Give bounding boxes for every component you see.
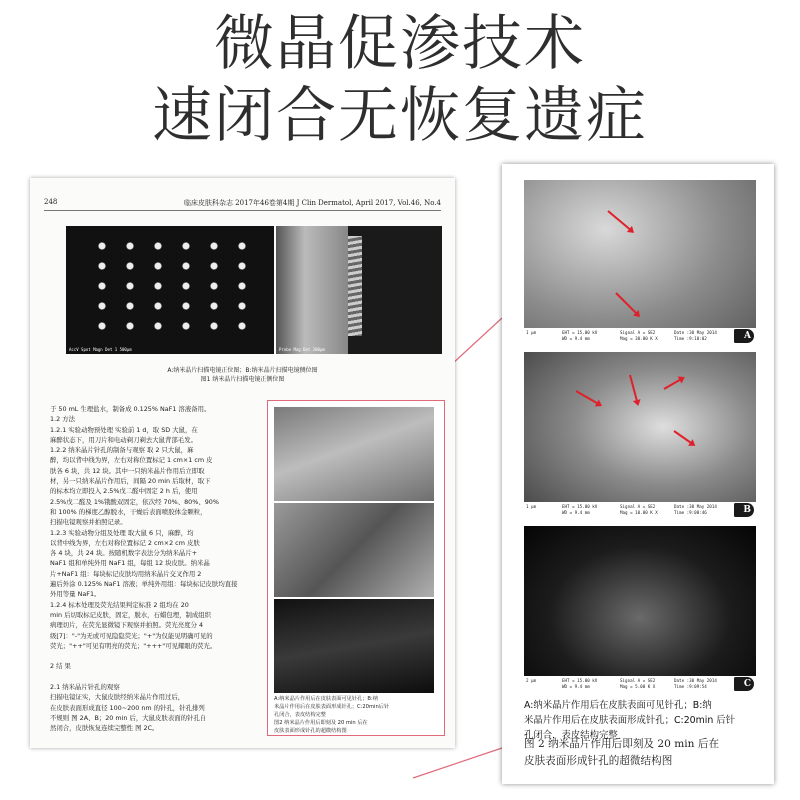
headline-line-2: 速闭合无恢复遗症	[152, 81, 648, 151]
sem-panel-b	[524, 352, 756, 518]
microneedle-array	[88, 236, 258, 336]
body-line: 以背中线为界，左右对称位置标记 2 cm×2 cm 皮肤	[50, 538, 200, 547]
sem-info-bar: 1 µm EHT = 15.00 kV WD = 9.4 mm Signal A = SE2 Mag = 10.00 K X Date :30 May 2014 Time :9:08:46 B	[524, 502, 756, 518]
red-arrow-icon	[615, 292, 638, 315]
body-line: 1.2.1 实验动物预处理 实验前 1 d，取 SD 大鼠，在	[50, 425, 198, 434]
body-line: 醉，均以背中线为界，左右对称位置标记 1 cm×1 cm 皮	[50, 456, 213, 465]
figure-1-caption: A:纳米晶片扫描电镜正位图；B:纳米晶片扫描电镜侧位图 图1 纳米晶片扫描电镜正侧位图	[167, 367, 318, 383]
panel-label-a: A	[734, 329, 754, 343]
mini-sem-c	[274, 599, 434, 693]
body-line: 2.5%戊二醛及 1%锇酸双固定，依次经 70%、80%、90%	[50, 497, 219, 506]
body-line: NaF1 组和单纯外用 NaF1 组，每组 12 块皮肤。纳米晶	[50, 559, 210, 568]
body-line: 然闭合，皮肤恢复连续完整性 图 2C。	[50, 724, 159, 733]
body-line: 级[7]："-"为无或可见隐隐荧光；"+"为仅能见明确可见的	[50, 631, 213, 640]
body-line: 遍后外涂 0.125% NaF1 溶液；单纯外用组：每块标记皮肤均直接	[50, 580, 238, 589]
body-line: 的标本均立即投入 2.5%戊二醛中固定 2 h 后，使用	[50, 487, 198, 496]
body-line: 不规则 图 2A、B；20 min 后，大鼠皮肤表面的针孔自	[50, 713, 207, 722]
sem-image-front	[66, 226, 274, 354]
body-line: 于 50 mL 生理盐水，制备成 0.125% NaF1 溶液备用。	[50, 405, 211, 413]
body-line: 肤各 6 块，共 12 块。其中一只纳米晶片作用后立即取	[50, 466, 205, 475]
body-line	[50, 672, 272, 682]
body-line: 病理切片，在荧光显微镜下观察并拍照。荧光亮度分 4	[50, 621, 204, 630]
journal-title: 临床皮肤科杂志 2017年46卷第4期 J Clin Dermatol, April 2017, Vol.46, No.4	[183, 199, 441, 207]
sem-info-bar: 2 µm EHT = 15.00 kV WD = 9.4 mm Signal A = SE2 Mag = 5.00 K X Date :30 May 2014 Time :9:09:54 C	[524, 676, 756, 692]
panel-label-b: B	[734, 503, 754, 517]
article-body	[50, 404, 272, 734]
body-line: 1.2.2 纳米晶片针孔的制备与观察 取 2 只大鼠，麻	[50, 446, 194, 455]
enlarged-figure-card	[502, 164, 774, 784]
mini-sem-a	[274, 407, 434, 501]
body-line: 1.2 方法	[50, 415, 75, 424]
body-line: 在皮肤表面形成直径 100~200 nm 的针孔，针孔排列	[50, 703, 205, 712]
card-caption: A:纳米晶片作用后在皮肤表面可见针孔；B:纳 米晶片作用后在皮肤表面形成针孔；C:20min 后针 孔闭合，表皮结构完整	[524, 700, 736, 741]
card-figure-title: 图 2 纳米晶片作用后即刻及 20 min 后在 皮肤表面形成针孔的超微结构图	[524, 738, 720, 767]
sem-info-bar: 1 µm EHT = 15.00 kV WD = 9.4 mm Signal A = SE2 Mag = 30.00 K X Date :30 May 2014 Time :9:10:02 A	[524, 328, 756, 344]
body-line: 荧光；"++"可见有明亮的荧光；"+++"可见耀眼的荧光。	[50, 641, 217, 650]
panel-label-c: C	[734, 677, 754, 691]
body-line: 1.2.3 实验动物分组及处理 取大鼠 6 只，麻醉，均	[50, 528, 194, 537]
red-arrow-icon	[664, 378, 682, 390]
body-line: 各 4 块，共 24 块。按随机数字表法分为纳米晶片+	[50, 549, 198, 558]
body-line: 和 100% 的梯度乙醇脱水，干燥后表面喷胶体金颗粒，	[50, 507, 207, 516]
body-line: min 后切取标记皮肤，固定，脱水，石蜡包埋，制成组织	[50, 610, 212, 619]
red-arrow-icon	[607, 210, 631, 231]
journal-page	[30, 178, 455, 748]
sem-image-side	[276, 226, 442, 354]
body-line: 麻醉状态下，用刀片和电动剃刀剃去大鼠背部毛发。	[50, 435, 197, 444]
body-line: 1.2.4 标本处理及荧光结果判定标准 2 组均在 20	[50, 600, 189, 609]
mini-sem-b	[274, 503, 434, 597]
sem-info-b: Probe Mag Det 200µm	[279, 347, 325, 352]
red-arrow-icon	[673, 430, 692, 444]
body-line: 2.1 纳米晶片针孔的观察	[50, 683, 120, 692]
sem-panel-c	[524, 526, 756, 692]
highlighted-figure-2	[267, 400, 445, 736]
body-line: 扫描电镜证实，大鼠皮肤经纳米晶片作用过后，	[50, 693, 185, 702]
headline-line-1: 微晶促渗技术	[214, 9, 586, 79]
body-line: 材，另一只纳米晶片作用后，间隔 20 min 后取材，取下	[50, 477, 211, 486]
mini-figure-caption: A:纳米晶片作用后在皮肤表面可见针孔；B:纳 米晶片作用后在皮肤表面形成针孔；C:20min后针 孔闭合，表皮结构完整 图2 纳米晶片作用后即刻及 20 min 后在 皮肤表面形成针孔的超微结构图	[274, 696, 390, 734]
body-line: 扫描电镜观察并拍照记录。	[50, 518, 127, 527]
body-line: 片+NaF1 组：每块标记皮肤均用纳米晶片交叉作用 2	[50, 569, 202, 578]
sem-panel-a	[524, 180, 756, 344]
red-arrow-icon	[629, 375, 638, 403]
body-line	[50, 651, 272, 661]
sem-info-a: AccV Spot Magn Det 1 500µm	[69, 347, 132, 352]
red-arrow-icon	[576, 390, 600, 405]
section-heading: 2 结 果	[50, 662, 71, 671]
body-line: 外用等量 NaF1。	[50, 590, 101, 599]
page-number: 248	[44, 198, 58, 206]
